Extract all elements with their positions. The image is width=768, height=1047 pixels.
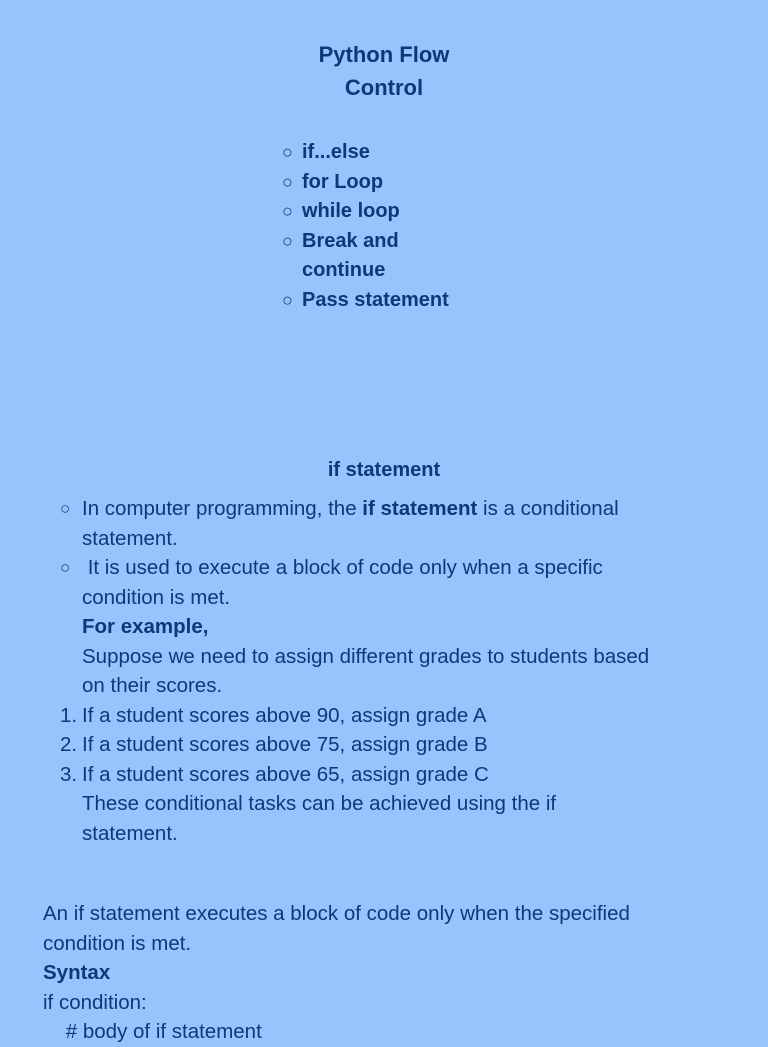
topic-item-if-else <box>282 138 512 168</box>
syntax-label <box>43 958 743 988</box>
item-number: 3. <box>60 762 78 786</box>
syntax-label-text: Syntax <box>43 961 111 984</box>
numbered-item <box>58 730 738 760</box>
item-text: If a student scores above 90, assign grade A <box>82 703 487 727</box>
bullet-1-text-bold: if statement <box>362 497 478 520</box>
list-item <box>58 494 738 553</box>
topic-label: Break and <box>302 229 399 252</box>
description-line-2: condition is met. <box>43 931 192 955</box>
example-label: For example, <box>82 615 209 638</box>
bullet-1-text-line-2: statement. <box>82 526 178 550</box>
bullet-2-text-line-1: It is used to execute a block of code only when a specific <box>82 556 603 579</box>
topic-item-break-continue <box>282 227 512 286</box>
code-line-1: if condition: <box>43 990 147 1014</box>
item-number: 1. <box>60 703 78 727</box>
hollow-bullet-icon: ○ <box>282 230 293 251</box>
bullet-1-text-post: is a conditional <box>477 497 619 520</box>
section-title: if statement <box>327 459 441 481</box>
example-text-line-2: on their scores. <box>82 674 223 697</box>
hollow-bullet-icon: ○ <box>60 499 71 518</box>
hollow-bullet-icon: ○ <box>282 289 293 310</box>
item-number: 2. <box>60 733 78 756</box>
if-statement-description <box>43 899 743 1047</box>
closing-line-2: statement. <box>82 821 178 845</box>
topic-label-continuation: continue <box>302 259 386 282</box>
topic-label: for Loop <box>302 170 384 193</box>
bullet-2-text-line-2: condition is met. <box>82 585 231 609</box>
hollow-bullet-icon: ○ <box>282 171 293 192</box>
hollow-bullet-icon: ○ <box>282 142 293 162</box>
item-text: If a student scores above 65, assign grade C <box>82 762 489 786</box>
hollow-bullet-icon: ○ <box>60 558 71 577</box>
example-text-line-1: Suppose we need to assign different grades to students based <box>82 644 650 668</box>
hollow-bullet-icon: ○ <box>282 201 293 222</box>
topic-label: if...else <box>302 141 370 163</box>
closing-note <box>58 789 738 848</box>
topic-label: while loop <box>302 200 400 223</box>
item-text: If a student scores above 75, assign grade B <box>82 733 488 756</box>
page-title-line-2: Control <box>344 75 424 100</box>
code-line-2: # body of if statement <box>43 1020 262 1043</box>
topic-label: Pass statement <box>302 288 449 311</box>
description-line-1: An if statement executes a block of code only when the specified <box>43 902 630 925</box>
list-item <box>58 553 738 612</box>
example-block <box>58 612 738 701</box>
page-title <box>0 38 768 104</box>
closing-line-1: These conditional tasks can be achieved using the if <box>82 792 557 815</box>
topic-item-while-loop <box>282 197 512 227</box>
topics-list <box>282 138 512 316</box>
bullet-1-text-pre: In computer programming, the <box>82 497 363 520</box>
if-statement-list <box>58 494 738 848</box>
numbered-item <box>58 701 738 731</box>
numbered-item <box>58 760 738 790</box>
topic-item-for-loop <box>282 168 512 198</box>
page-title-line-1: Python Flow <box>318 42 450 67</box>
topic-item-pass-statement <box>282 286 512 316</box>
